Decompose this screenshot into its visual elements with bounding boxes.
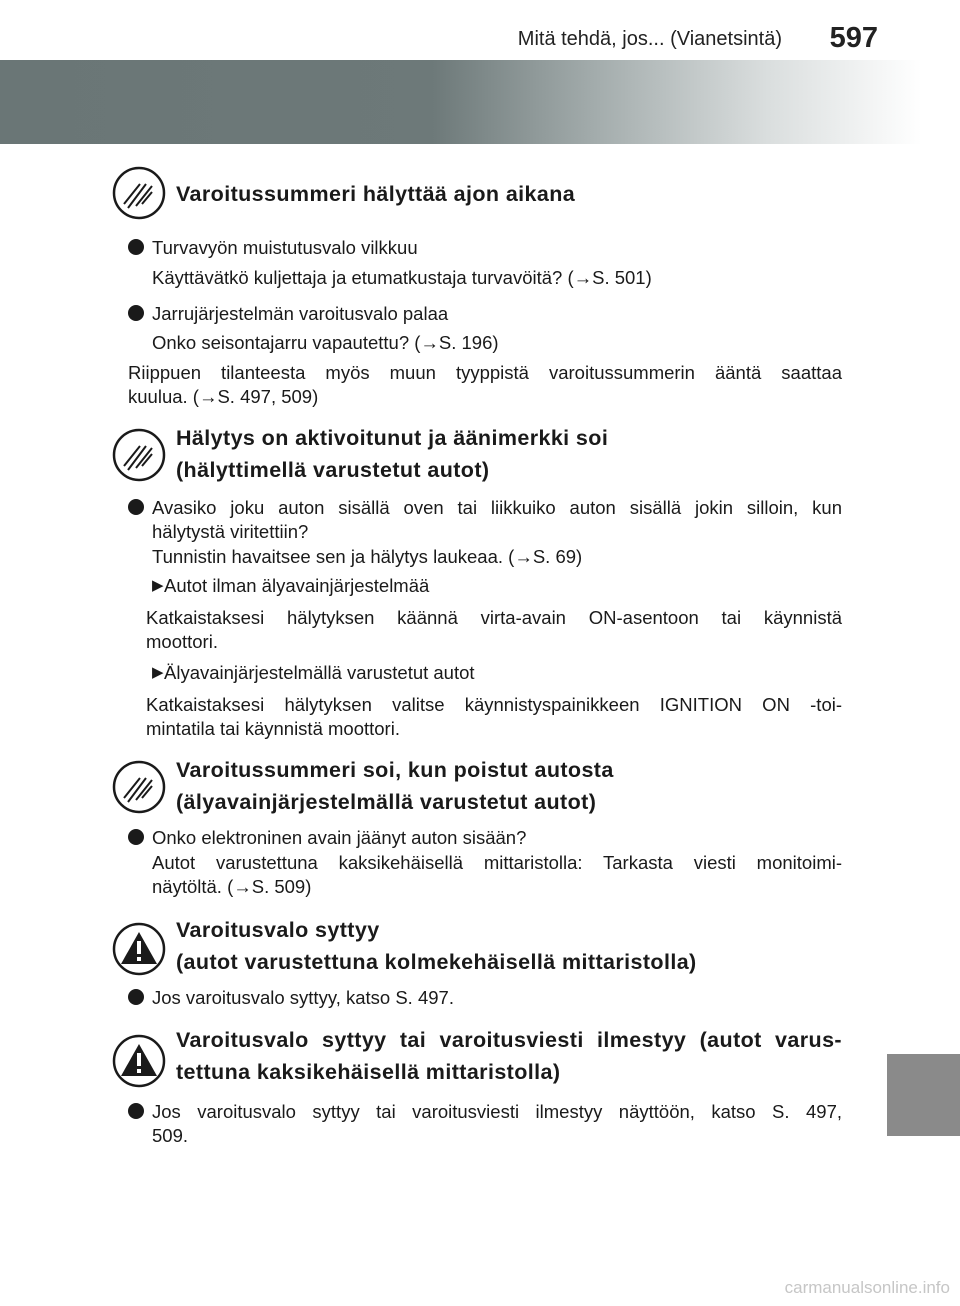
- section-title: Varoitusvalo syttyy tai varoitusviesti ilmestyy (autot varus- tettuna kaksikehäisellä mittaristolla): [176, 1028, 842, 1084]
- bullet-icon: [128, 499, 144, 515]
- chapter-title: Mitä tehdä, jos... (Vianetsintä): [517, 28, 782, 50]
- page-number: 597: [829, 22, 878, 54]
- body-text: Tunnistin havaitsee sen ja hälytys laukeaa. (→S. 69): [152, 546, 583, 567]
- body-text: Riippuen tilanteesta myös muun tyyppistä varoitussummerin ääntä saattaa: [128, 362, 842, 383]
- arrow-right-icon: ▶: [152, 577, 164, 594]
- body-text: moottori.: [146, 631, 218, 652]
- body-text: hälytystä viritettiin?: [152, 521, 309, 542]
- buzzer-icon: [112, 760, 166, 814]
- bullet-icon: [128, 1103, 144, 1119]
- watermark: carmanualsonline.info: [784, 1278, 950, 1297]
- body-text: Käyttävätkö kuljettaja ja etumatkustaja turvavöitä? (→S. 501): [152, 267, 652, 288]
- section-title: Varoitusvalo syttyy (autot varustettuna kolmekehäisellä mittaristolla): [176, 918, 697, 974]
- header-banner: [0, 60, 960, 144]
- section-title: Hälytys on aktivoitunut ja äänimerkki soi (hälyttimellä varustetut autot): [176, 426, 609, 482]
- body-text: Katkaistaksesi hälytyksen valitse käynnistyspainikkeen IGNITION ON -toi-: [146, 694, 842, 715]
- subheading: Autot ilman älyavainjärjestelmää: [164, 575, 430, 596]
- bullet-icon: [128, 829, 144, 845]
- bullet-icon: [128, 239, 144, 255]
- buzzer-icon: [112, 166, 166, 220]
- body-text: Onko seisontajarru vapautettu? (→S. 196): [152, 332, 499, 353]
- buzzer-icon: [112, 428, 166, 482]
- subheading: Älyavainjärjestelmällä varustetut autot: [164, 662, 475, 683]
- section-title: Varoitussummeri hälyttää ajon aikana: [176, 182, 576, 206]
- body-text: Katkaistaksesi hälytyksen käännä virta-avain ON-asentoon tai käynnistä: [146, 607, 842, 628]
- warning-triangle-icon: [112, 1034, 166, 1088]
- page-header: [0, 0, 960, 60]
- body-text: mintatila tai käynnistä moottori.: [146, 718, 400, 739]
- body-text: kuulua. (→S. 497, 509): [128, 386, 319, 407]
- chapter-tab: [887, 1054, 960, 1136]
- bullet-icon: [128, 989, 144, 1005]
- warning-triangle-icon: [112, 922, 166, 976]
- section-title: Varoitussummeri soi, kun poistut autosta (älyavainjärjestelmällä varustetut autot): [176, 758, 614, 814]
- body-text: Autot varustettuna kaksikehäisellä mittaristolla: Tarkasta viesti monitoimi-: [152, 852, 842, 873]
- arrow-right-icon: ▶: [152, 664, 164, 681]
- body-text: 509.: [152, 1125, 189, 1146]
- body-text: näytöltä. (→S. 509): [152, 876, 312, 897]
- bullet-icon: [128, 305, 144, 321]
